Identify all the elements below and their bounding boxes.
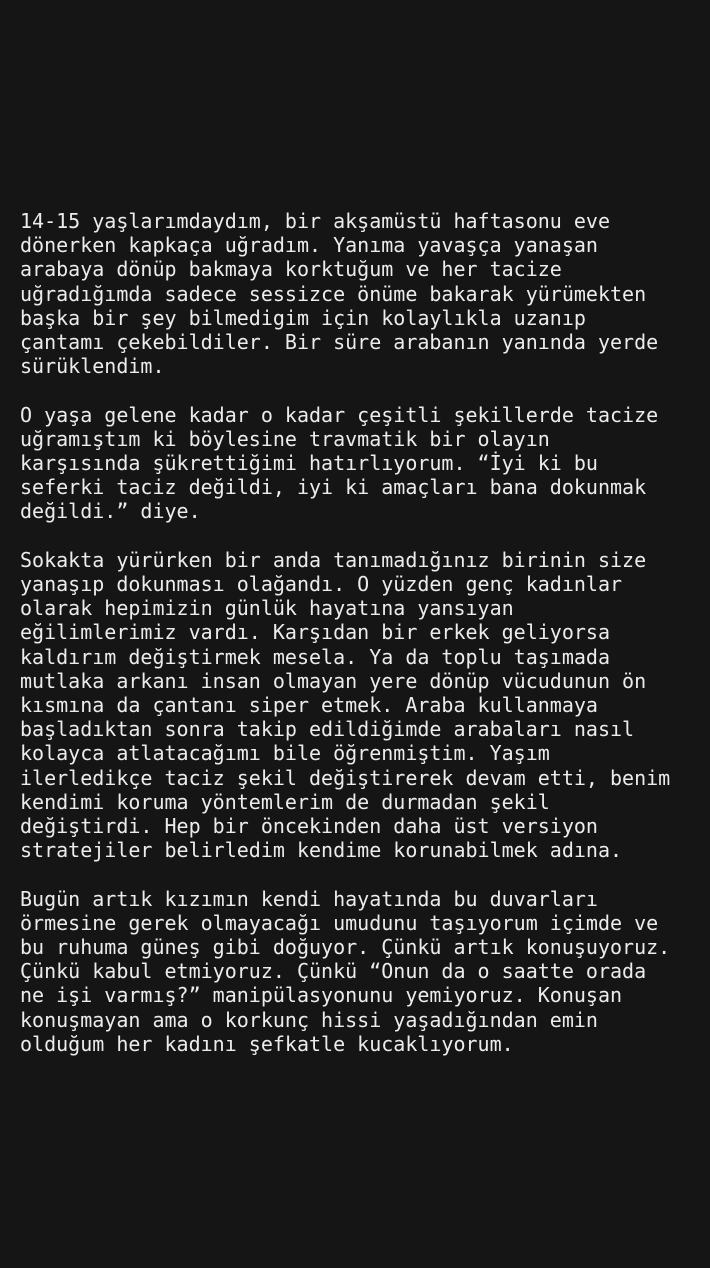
story-paragraph-2: O yaşa gelene kadar o kadar çeşitli şekillerde tacize uğramıştım ki böylesine travmatik bir olayın karşısında şükrettiğimi hatırlıyorum. “İyi ki bu seferki taciz değildi, iyi ki amaçları bana dokunmak değildi.” diye. bbox=[20, 402, 659, 524]
story-paragraph-3: Sokakta yürürken bir anda tanımadığınız birinin size yanaşıp dokunması olağandı. O yüzden genç kadınlar olarak hepimizin günlük hayatına yansıyan eğilimlerimiz vardı. Karşıdan bir erkek geliyorsa kaldırım değiştirmek mesela. Ya da toplu taşımada mutlaka arkanı insan olmayan yere dönüp vücudunun ön kısmına da çantanı siper etmek. Araba kullanmaya başladıktan sonra takip edildiğimde arabaları nasıl kolayca atlatacağımı bile öğrenmiştim. Yaşım ilerledikçe taciz şekil değiştirerek devam etti, benim kendimi koruma yöntemlerim de durmadan şekil değiştirdi. Hep bir öncekinden daha üst versiyon stratejiler belirledim kendime korunabilmek adına. bbox=[20, 547, 671, 863]
story-paragraph-4: Bugün artık kızımın kendi hayatında bu duvarları örmesine gerek olmayacağı umudunu taşıyorum içimde ve bu ruhuma güneş gibi doğuyor. Çünkü artık konuşuyoruz. Çünkü kabul etmiyoruz. Çünkü “Onun da o saatte orada ne işi varmış?” manipülasyonunu yemiyoruz. Konuşan konuşmayan ama o korkunç hissi yaşadığından emin olduğum her kadını şefkatle kucaklıyorum. bbox=[20, 886, 671, 1056]
story-paragraph-1: 14-15 yaşlarımdaydım, bir akşamüstü haftasonu eve dönerken kapkaça uğradım. Yanıma yavaşça yanaşan arabaya dönüp bakmaya korktuğum ve her tacize uğradığımda sadece sessizce önüme bakarak yürümekten başka bir şey bilmedigim için kolaylıkla uzanıp çantamı çekebildiler. Bir süre arabanın yanında yerde sürüklendim. bbox=[20, 209, 659, 379]
story-text-block bbox=[20, 209, 700, 1080]
